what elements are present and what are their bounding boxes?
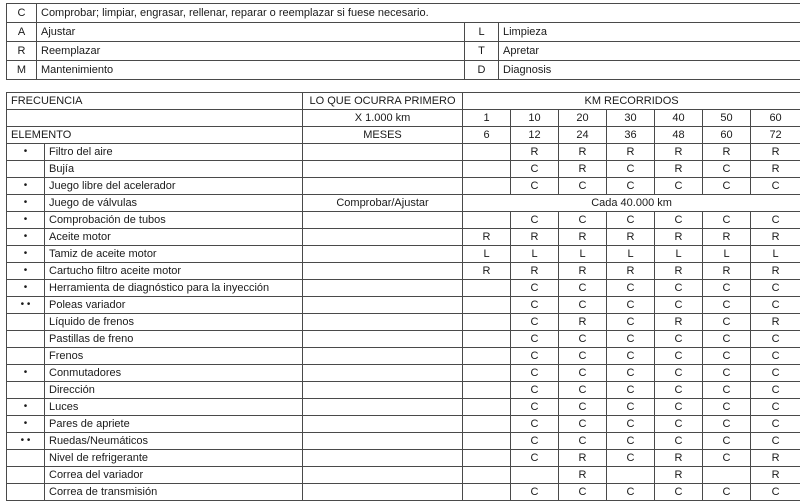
table-row <box>7 416 800 433</box>
table-row <box>7 144 800 161</box>
schedule-cell: R <box>703 263 751 280</box>
bullet-mark: • • <box>7 297 45 314</box>
schedule-cell: C <box>511 178 559 195</box>
item-name: Frenos <box>45 348 303 365</box>
table-row <box>7 212 800 229</box>
schedule-cell: C <box>607 365 655 382</box>
schedule-cell: L <box>607 246 655 263</box>
schedule-cell: C <box>511 212 559 229</box>
schedule-cell <box>463 331 511 348</box>
bullet-mark <box>7 450 45 467</box>
item-name: Dirección <box>45 382 303 399</box>
bullet-mark <box>7 467 45 484</box>
schedule-cell: C <box>511 450 559 467</box>
schedule-cell: C <box>559 348 607 365</box>
schedule-cell: R <box>463 229 511 246</box>
bullet-mark <box>7 382 45 399</box>
bullet-mark <box>7 484 45 501</box>
item-note <box>303 365 463 382</box>
km-recorridos-header: KM RECORRIDOS <box>463 93 800 110</box>
interval-span: Cada 40.000 km <box>463 195 800 212</box>
schedule-cell: C <box>559 331 607 348</box>
header-row <box>7 93 800 110</box>
schedule-cell: C <box>559 297 607 314</box>
table-row <box>7 314 800 331</box>
schedule-cell: C <box>655 382 703 399</box>
schedule-cell: C <box>655 433 703 450</box>
table-row <box>7 433 800 450</box>
schedule-cell: R <box>559 229 607 246</box>
schedule-cell: C <box>607 331 655 348</box>
bullet-mark: • <box>7 246 45 263</box>
item-name: Filtro del aire <box>45 144 303 161</box>
schedule-cell <box>463 433 511 450</box>
item-name: Pastillas de freno <box>45 331 303 348</box>
table-row <box>7 484 800 501</box>
schedule-cell: C <box>607 314 655 331</box>
schedule-cell: C <box>751 280 800 297</box>
schedule-cell: C <box>559 433 607 450</box>
schedule-cell: R <box>607 144 655 161</box>
schedule-cell: C <box>511 331 559 348</box>
schedule-cell: R <box>463 263 511 280</box>
km-cell: 10 <box>511 110 559 127</box>
schedule-cell <box>463 416 511 433</box>
schedule-cell: C <box>703 416 751 433</box>
maintenance-schedule-table <box>6 92 800 501</box>
schedule-cell: L <box>655 246 703 263</box>
schedule-cell: C <box>703 382 751 399</box>
legend-text: Limpieza <box>499 23 800 42</box>
legend-code: C <box>7 4 37 23</box>
month-cell: 72 <box>751 127 800 144</box>
item-note <box>303 416 463 433</box>
schedule-cell <box>703 467 751 484</box>
schedule-cell: C <box>751 212 800 229</box>
km-cell: 30 <box>607 110 655 127</box>
km-cell: 40 <box>655 110 703 127</box>
schedule-cell: C <box>703 314 751 331</box>
bullet-mark <box>7 348 45 365</box>
schedule-cell: R <box>655 144 703 161</box>
legend-row <box>7 42 800 61</box>
schedule-cell: R <box>751 144 800 161</box>
schedule-cell: C <box>607 178 655 195</box>
schedule-cell: R <box>703 144 751 161</box>
schedule-cell: C <box>703 161 751 178</box>
km-row <box>7 110 800 127</box>
schedule-cell: C <box>559 382 607 399</box>
schedule-cell: C <box>607 280 655 297</box>
schedule-cell <box>607 467 655 484</box>
x1000-label: X 1.000 km <box>303 110 463 127</box>
schedule-cell: C <box>607 348 655 365</box>
schedule-cell: R <box>751 450 800 467</box>
schedule-cell: C <box>751 484 800 501</box>
schedule-cell: R <box>559 161 607 178</box>
legend-row <box>7 61 800 80</box>
meses-label: MESES <box>303 127 463 144</box>
item-name: Bujía <box>45 161 303 178</box>
schedule-cell: C <box>511 280 559 297</box>
bullet-mark <box>7 331 45 348</box>
schedule-cell: C <box>607 484 655 501</box>
bullet-mark: • <box>7 280 45 297</box>
schedule-cell <box>463 161 511 178</box>
schedule-cell: C <box>559 399 607 416</box>
table-row <box>7 280 800 297</box>
schedule-cell: C <box>559 484 607 501</box>
item-note: Comprobar/Ajustar <box>303 195 463 212</box>
legend-text: Ajustar <box>37 23 465 42</box>
bullet-mark <box>7 161 45 178</box>
schedule-cell: R <box>751 314 800 331</box>
schedule-cell: C <box>607 212 655 229</box>
schedule-cell: C <box>607 297 655 314</box>
schedule-cell: C <box>607 382 655 399</box>
table-row <box>7 382 800 399</box>
schedule-cell: C <box>751 348 800 365</box>
month-cell: 12 <box>511 127 559 144</box>
schedule-cell: C <box>559 280 607 297</box>
item-name: Juego libre del acelerador <box>45 178 303 195</box>
schedule-cell: C <box>655 416 703 433</box>
bullet-mark: • <box>7 178 45 195</box>
schedule-cell: R <box>655 450 703 467</box>
schedule-cell: L <box>703 246 751 263</box>
item-name: Luces <box>45 399 303 416</box>
schedule-cell <box>463 382 511 399</box>
schedule-cell: C <box>511 416 559 433</box>
item-note <box>303 331 463 348</box>
schedule-cell: C <box>751 297 800 314</box>
schedule-cell: C <box>607 416 655 433</box>
bullet-mark: • <box>7 365 45 382</box>
table-row <box>7 450 800 467</box>
month-cell: 24 <box>559 127 607 144</box>
schedule-cell: C <box>751 331 800 348</box>
month-cell: 6 <box>463 127 511 144</box>
table-row <box>7 365 800 382</box>
schedule-cell <box>463 212 511 229</box>
schedule-cell: C <box>703 348 751 365</box>
frecuencia-header: FRECUENCIA <box>7 93 303 110</box>
legend-text: Mantenimiento <box>37 61 465 80</box>
item-note <box>303 212 463 229</box>
schedule-cell: C <box>751 399 800 416</box>
schedule-cell <box>463 467 511 484</box>
schedule-cell: R <box>751 467 800 484</box>
table-row <box>7 229 800 246</box>
schedule-cell: R <box>751 229 800 246</box>
schedule-cell: C <box>703 484 751 501</box>
schedule-cell: R <box>607 229 655 246</box>
schedule-cell: C <box>559 178 607 195</box>
km-cell: 60 <box>751 110 800 127</box>
bullet-mark: • <box>7 263 45 280</box>
schedule-cell <box>463 280 511 297</box>
schedule-cell: L <box>559 246 607 263</box>
schedule-cell: C <box>559 365 607 382</box>
schedule-cell: C <box>751 433 800 450</box>
bullet-mark: • <box>7 212 45 229</box>
item-name: Cartucho filtro aceite motor <box>45 263 303 280</box>
legend-code: L <box>465 23 499 42</box>
schedule-cell <box>463 178 511 195</box>
table-row <box>7 348 800 365</box>
schedule-cell: C <box>511 433 559 450</box>
item-note <box>303 144 463 161</box>
schedule-cell: R <box>511 144 559 161</box>
legend-text: Apretar <box>499 42 800 61</box>
schedule-cell: R <box>703 229 751 246</box>
schedule-cell: C <box>511 161 559 178</box>
schedule-cell <box>463 399 511 416</box>
item-name: Aceite motor <box>45 229 303 246</box>
schedule-cell: C <box>703 178 751 195</box>
schedule-cell: C <box>751 365 800 382</box>
item-name: Herramienta de diagnóstico para la inyección <box>45 280 303 297</box>
schedule-cell: C <box>655 484 703 501</box>
item-note <box>303 280 463 297</box>
item-name: Comprobación de tubos <box>45 212 303 229</box>
schedule-cell: C <box>703 433 751 450</box>
schedule-cell: C <box>703 297 751 314</box>
schedule-cell: C <box>703 450 751 467</box>
legend-text: Reemplazar <box>37 42 465 61</box>
table-row <box>7 161 800 178</box>
schedule-cell: C <box>703 280 751 297</box>
legend-code: M <box>7 61 37 80</box>
item-note <box>303 484 463 501</box>
item-note <box>303 178 463 195</box>
schedule-cell: C <box>751 382 800 399</box>
schedule-cell: C <box>511 484 559 501</box>
table-row <box>7 467 800 484</box>
item-name: Poleas variador <box>45 297 303 314</box>
schedule-cell: C <box>511 399 559 416</box>
month-cell: 60 <box>703 127 751 144</box>
schedule-cell <box>463 348 511 365</box>
legend-text: Comprobar; limpiar, engrasar, rellenar, reparar o reemplazar si fuese necesario. <box>37 4 800 23</box>
item-note <box>303 348 463 365</box>
item-note <box>303 246 463 263</box>
item-name: Nivel de refrigerante <box>45 450 303 467</box>
schedule-cell: C <box>511 297 559 314</box>
item-note <box>303 297 463 314</box>
schedule-cell: C <box>655 399 703 416</box>
schedule-cell: C <box>559 416 607 433</box>
schedule-cell: C <box>511 382 559 399</box>
schedule-cell: R <box>655 161 703 178</box>
item-name: Juego de válvulas <box>45 195 303 212</box>
item-name: Ruedas/Neumáticos <box>45 433 303 450</box>
item-note <box>303 399 463 416</box>
item-note <box>303 467 463 484</box>
schedule-cell: C <box>751 178 800 195</box>
month-cell: 36 <box>607 127 655 144</box>
bullet-mark: • • <box>7 433 45 450</box>
schedule-cell: C <box>607 161 655 178</box>
legend-code: R <box>7 42 37 61</box>
schedule-cell: C <box>511 314 559 331</box>
schedule-cell <box>463 365 511 382</box>
item-name: Correa del variador <box>45 467 303 484</box>
schedule-cell: C <box>559 212 607 229</box>
schedule-cell: R <box>607 263 655 280</box>
schedule-cell: R <box>559 450 607 467</box>
table-row <box>7 263 800 280</box>
schedule-cell: C <box>751 416 800 433</box>
schedule-cell: R <box>751 263 800 280</box>
schedule-cell: R <box>655 314 703 331</box>
legend-code: A <box>7 23 37 42</box>
km-cell: 1 <box>463 110 511 127</box>
elemento-header: ELEMENTO <box>7 127 303 144</box>
schedule-cell: C <box>607 399 655 416</box>
item-name: Líquido de frenos <box>45 314 303 331</box>
bullet-mark: • <box>7 399 45 416</box>
schedule-cell: C <box>655 365 703 382</box>
schedule-cell: R <box>559 467 607 484</box>
legend-row <box>7 4 800 23</box>
item-note <box>303 314 463 331</box>
bullet-mark: • <box>7 144 45 161</box>
schedule-cell: C <box>607 450 655 467</box>
item-note <box>303 433 463 450</box>
schedule-cell: C <box>655 297 703 314</box>
legend-code: D <box>465 61 499 80</box>
lo-que-header: LO QUE OCURRA PRIMERO <box>303 93 463 110</box>
km-cell: 50 <box>703 110 751 127</box>
table-row <box>7 331 800 348</box>
months-row <box>7 127 800 144</box>
schedule-cell: L <box>751 246 800 263</box>
table-row <box>7 246 800 263</box>
item-note <box>303 263 463 280</box>
schedule-cell: R <box>655 467 703 484</box>
schedule-cell: C <box>655 178 703 195</box>
bullet-mark: • <box>7 416 45 433</box>
bullet-mark: • <box>7 229 45 246</box>
schedule-cell <box>463 314 511 331</box>
schedule-cell: C <box>703 399 751 416</box>
table-row <box>7 195 800 212</box>
legend-table <box>6 3 800 80</box>
schedule-cell: R <box>751 161 800 178</box>
item-note <box>303 229 463 246</box>
bullet-mark <box>7 314 45 331</box>
table-row <box>7 399 800 416</box>
schedule-cell: R <box>559 144 607 161</box>
table-row <box>7 297 800 314</box>
schedule-cell <box>463 484 511 501</box>
legend-code: T <box>465 42 499 61</box>
schedule-cell <box>463 297 511 314</box>
item-name: Tamiz de aceite motor <box>45 246 303 263</box>
schedule-cell: C <box>655 280 703 297</box>
schedule-cell: C <box>511 348 559 365</box>
schedule-cell: R <box>511 263 559 280</box>
schedule-cell: C <box>655 212 703 229</box>
item-name: Conmutadores <box>45 365 303 382</box>
item-note <box>303 450 463 467</box>
schedule-cell <box>511 467 559 484</box>
schedule-cell: C <box>703 365 751 382</box>
legend-text: Diagnosis <box>499 61 800 80</box>
schedule-cell: L <box>511 246 559 263</box>
schedule-cell: R <box>559 314 607 331</box>
item-name: Pares de apriete <box>45 416 303 433</box>
schedule-cell <box>463 144 511 161</box>
schedule-cell: R <box>559 263 607 280</box>
blank-cell <box>7 110 303 127</box>
schedule-cell: C <box>607 433 655 450</box>
schedule-cell: R <box>511 229 559 246</box>
table-row <box>7 178 800 195</box>
schedule-cell: C <box>655 348 703 365</box>
km-cell: 20 <box>559 110 607 127</box>
item-note <box>303 382 463 399</box>
bullet-mark: • <box>7 195 45 212</box>
item-name: Correa de transmisión <box>45 484 303 501</box>
schedule-cell: C <box>655 331 703 348</box>
schedule-cell: L <box>463 246 511 263</box>
legend-row <box>7 23 800 42</box>
schedule-cell: C <box>703 212 751 229</box>
schedule-cell: C <box>703 331 751 348</box>
month-cell: 48 <box>655 127 703 144</box>
schedule-cell: R <box>655 263 703 280</box>
item-note <box>303 161 463 178</box>
schedule-cell: R <box>655 229 703 246</box>
schedule-cell <box>463 450 511 467</box>
schedule-cell: C <box>511 365 559 382</box>
